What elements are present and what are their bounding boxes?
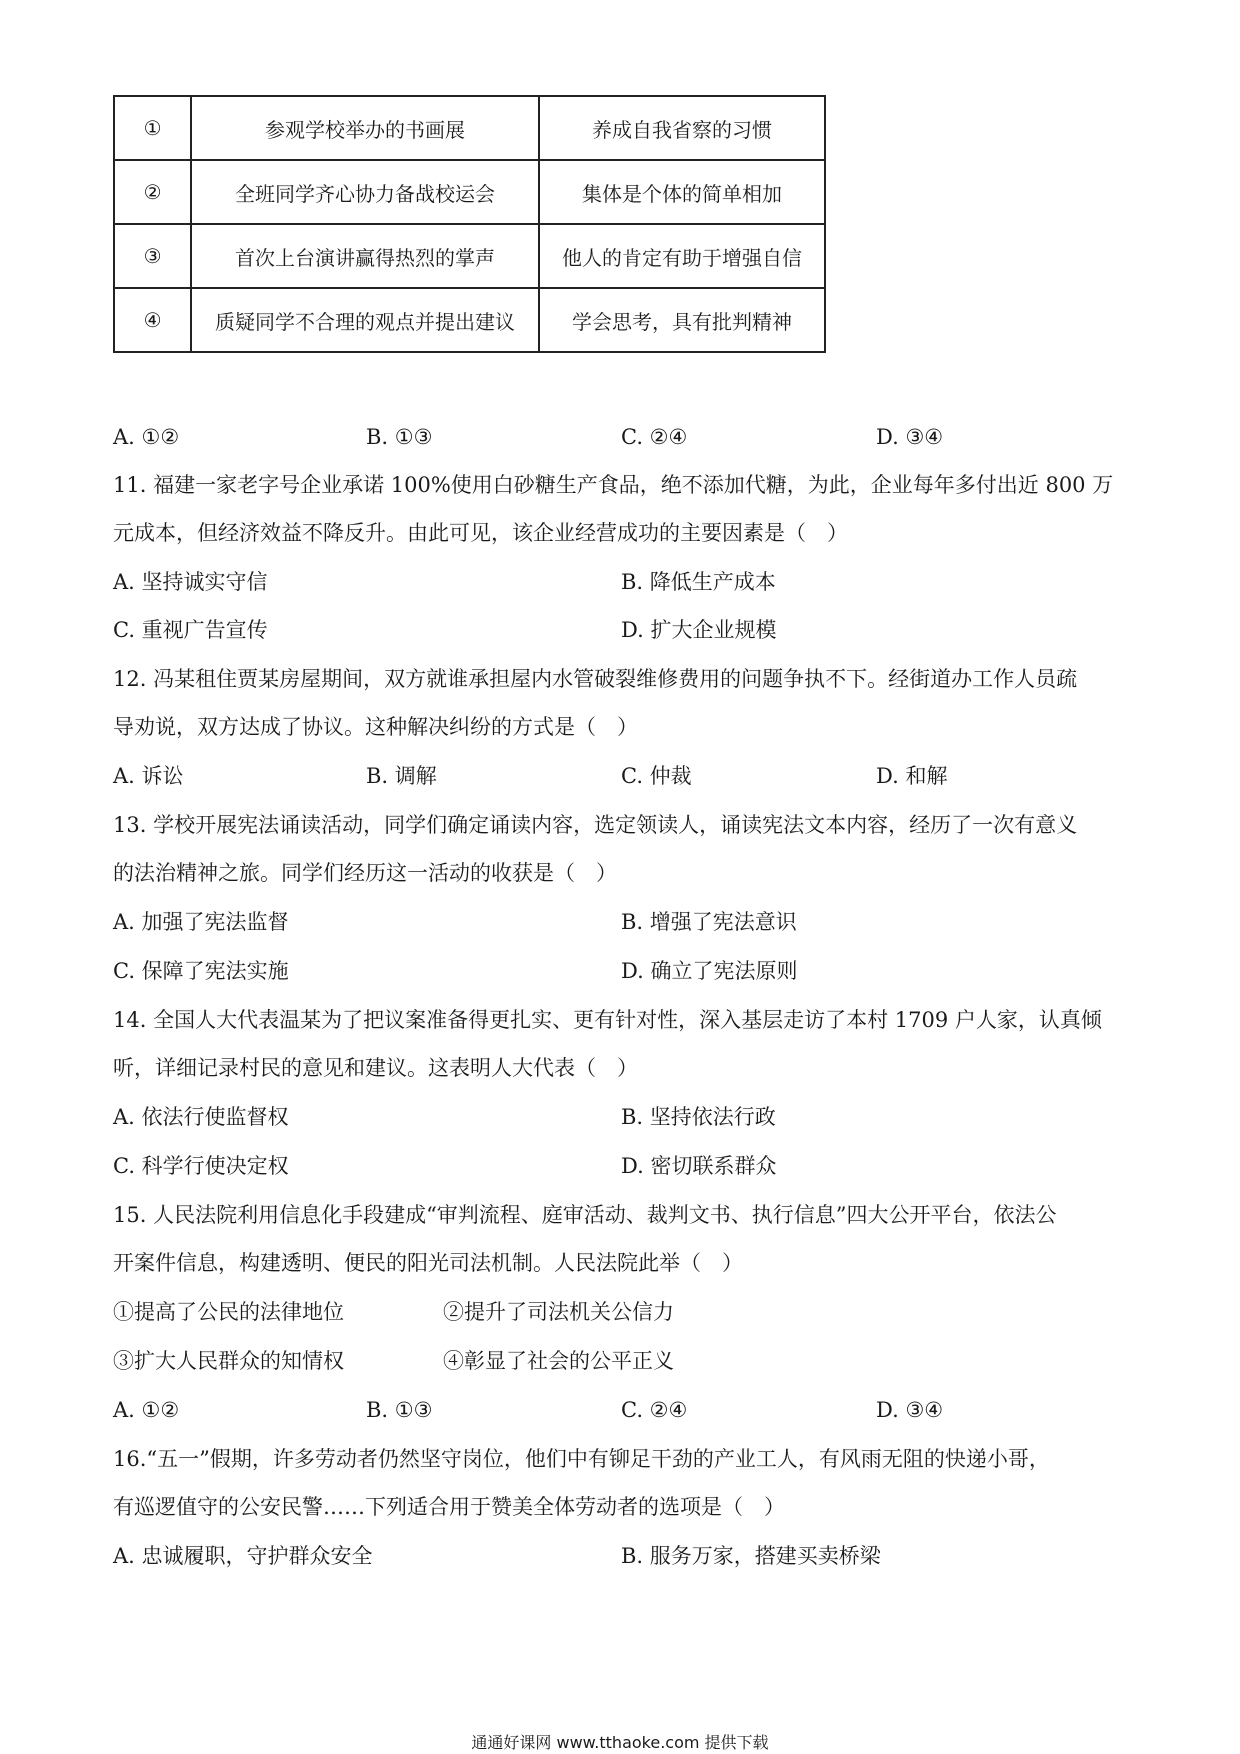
q15-option-a: A. ①②: [113, 1398, 180, 1422]
q15-statement-1: ①提高了公民的法律地位: [113, 1300, 344, 1324]
activity-cell: 质疑同学不合理的观点并提出建议: [191, 288, 539, 352]
q15-option-c: C. ②④: [621, 1398, 688, 1422]
q12-option-c: C. 仲裁: [621, 764, 692, 788]
q11-option-b: B. 降低生产成本: [621, 570, 776, 594]
q13-option-c: C. 保障了宪法实施: [113, 959, 289, 983]
q11-stem-line-2: 元成本，但经济效益不降反升。由此可见，该企业经营成功的主要因素是（ ）: [113, 521, 848, 545]
row-number: ④: [114, 288, 191, 352]
row-number: ③: [114, 224, 191, 288]
conclusion-cell: 他人的肯定有助于增强自信: [539, 224, 825, 288]
q10-option-c: C. ②④: [621, 425, 688, 449]
row-number: ②: [114, 160, 191, 224]
q16-option-b: B. 服务万家，搭建买卖桥梁: [621, 1544, 881, 1568]
conclusion-cell: 集体是个体的简单相加: [539, 160, 825, 224]
q10-option-a: A. ①②: [113, 425, 180, 449]
q16-option-a: A. 忠诚履职，守护群众安全: [113, 1544, 373, 1568]
q15-statement-3: ③扩大人民群众的知情权: [113, 1349, 344, 1373]
q12-option-d: D. 和解: [876, 764, 948, 788]
q16-stem-line-2: 有巡逻值守的公安民警……下列适合用于赞美全体劳动者的选项是（ ）: [113, 1495, 785, 1519]
row-number: ①: [114, 96, 191, 160]
q15-statement-4: ④彰显了社会的公平正义: [443, 1349, 674, 1373]
q12-stem-line-2: 导劝说，双方达成了协议。这种解决纠纷的方式是（ ）: [113, 715, 638, 739]
activity-cell: 参观学校举办的书画展: [191, 96, 539, 160]
q14-option-d: D. 密切联系群众: [621, 1154, 777, 1178]
q15-option-b: B. ①③: [366, 1398, 433, 1422]
page-footer: 通通好课网 www.tthaoke.com 提供下载: [471, 1733, 769, 1752]
q14-option-a: A. 依法行使监督权: [113, 1105, 289, 1129]
q13-option-b: B. 增强了宪法意识: [621, 910, 797, 934]
question-10-table: [113, 95, 826, 353]
conclusion-cell: 养成自我省察的习惯: [539, 96, 825, 160]
q13-option-d: D. 确立了宪法原则: [621, 959, 798, 983]
q14-stem-line-1: 14. 全国人大代表温某为了把议案准备得更扎实、更有针对性，深入基层走访了本村 1709 户人家，认真倾: [113, 1008, 1102, 1032]
q13-stem-line-2: 的法治精神之旅。同学们经历这一活动的收获是（ ）: [113, 861, 617, 885]
table-row: [114, 288, 825, 352]
q15-stem-line-1: 15. 人民法院利用信息化手段建成“审判流程、庭审活动、裁判文书、执行信息”四大公开平台，依法公: [113, 1203, 1057, 1227]
q15-stem-line-2: 开案件信息，构建透明、便民的阳光司法机制。人民法院此举（ ）: [113, 1251, 743, 1275]
conclusion-cell: 学会思考，具有批判精神: [539, 288, 825, 352]
q12-option-a: A. 诉讼: [113, 764, 184, 788]
table-row: [114, 96, 825, 160]
q14-option-b: B. 坚持依法行政: [621, 1105, 776, 1129]
q11-option-a: A. 坚持诚实守信: [113, 570, 268, 594]
table-row: [114, 224, 825, 288]
q14-stem-line-2: 听，详细记录村民的意见和建议。这表明人大代表（ ）: [113, 1056, 638, 1080]
q13-stem-line-1: 13. 学校开展宪法诵读活动，同学们确定诵读内容，选定领读人，诵读宪法文本内容，经历了一次有意义: [113, 813, 1078, 837]
q10-option-d: D. ③④: [876, 425, 944, 449]
table-row: [114, 160, 825, 224]
q15-option-d: D. ③④: [876, 1398, 944, 1422]
q12-option-b: B. 调解: [366, 764, 437, 788]
activity-cell: 全班同学齐心协力备战校运会: [191, 160, 539, 224]
q10-option-b: B. ①③: [366, 425, 433, 449]
activity-cell: 首次上台演讲赢得热烈的掌声: [191, 224, 539, 288]
q11-option-c: C. 重视广告宣传: [113, 618, 268, 642]
q11-stem-line-1: 11. 福建一家老字号企业承诺 100%使用白砂糖生产食品，绝不添加代糖，为此，企业每年多付出近 800 万: [113, 473, 1114, 497]
q11-option-d: D. 扩大企业规模: [621, 618, 777, 642]
q15-statement-2: ②提升了司法机关公信力: [443, 1300, 674, 1324]
q16-stem-line-1: 16.“五一”假期，许多劳动者仍然坚守岗位，他们中有铆足干劲的产业工人，有风雨无阻的快递小哥，: [113, 1447, 1050, 1471]
q12-stem-line-1: 12. 冯某租住贾某房屋期间，双方就谁承担屋内水管破裂维修费用的问题争执不下。经街道办工作人员疏: [113, 667, 1078, 691]
q13-option-a: A. 加强了宪法监督: [113, 910, 289, 934]
q14-option-c: C. 科学行使决定权: [113, 1154, 289, 1178]
